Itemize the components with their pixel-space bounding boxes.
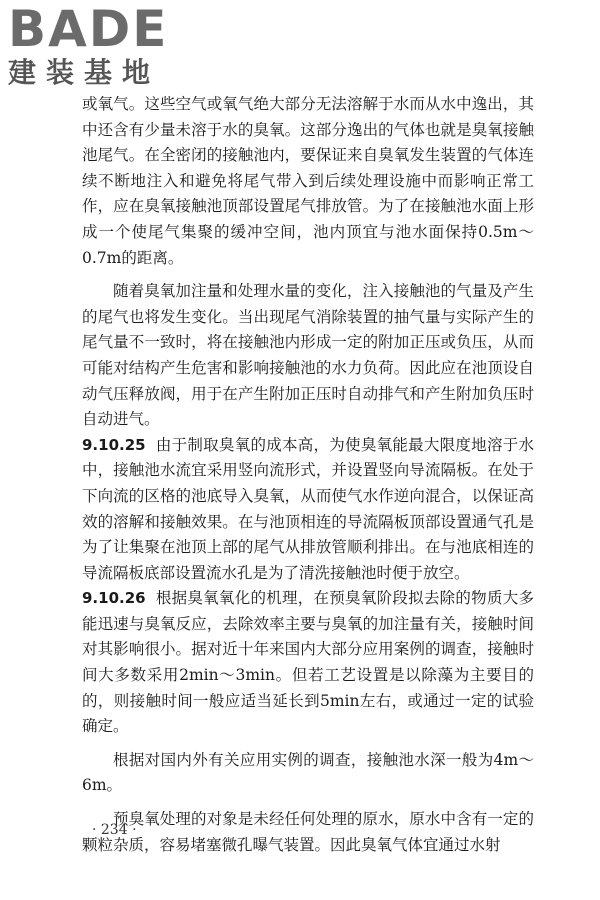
paragraph-pressure-valve: 随着臭氧加注量和处理水量的变化，注入接触池的气量及产生的尾气也将发生变化。当出现尾气消除装置的抽气量与实际产生的尾气量不一致时，将在接触池内形成一定的附加正压或负压，从而可能对结构产生危害和影响接触池的水力负荷。因此应在池顶设自动气压释放阀，用于在产生附加正压时自动排气和产生附加负压时自动进气。 — [82, 282, 534, 429]
clause-9-10-26 — [82, 586, 534, 740]
clause-number: 9.10.26 — [82, 589, 146, 608]
clause-9-10-25 — [82, 433, 534, 587]
paragraph-continued: 或氧气。这些空气或氧气绝大部分无法溶解于水而从水中逸出，其中还含有少量未溶于水的臭氧。这部分逸出的气体也就是臭氧接触池尾气。在全密闭的接触池内，要保证来自臭氧发生装置的气体连续不断地注入和避免将尾气带入到后续处理设施中而影响正常工作，应在臭氧接触池顶部设置尾气排放管。为了在接触池水面上形成一个使尾气集聚的缓冲空间，池内顶宜与池水面保持0.5m～0.7m的距离。 — [82, 95, 534, 267]
paragraph-water-depth: 根据对国内外有关应用实例的调查，接触池水深一般为4m～6m。 — [82, 750, 534, 795]
document-body — [82, 92, 534, 858]
clause-text: 根据臭氧氧化的机理，在预臭氧阶段拟去除的物质大多能迅速与臭氧反应，去除效率主要与臭氧的加注量有关，接触时间对其影响很小。据对近十年来国内大部分应用案例的调查，接触时间大多数采用2min～3min。但若工艺设置是以除藻为主要目的的，则接触时间一般应适当延长到5min左右，或通过一定的试验确定。 — [82, 589, 534, 736]
paragraph-pre-ozone: 预臭氧处理的对象是未经任何处理的原水，原水中含有一定的颗粒杂质，容易堵塞微孔曝气装置。因此臭氧气体宜通过水射 — [82, 810, 534, 854]
bade-logo — [8, 0, 188, 92]
clause-number: 9.10.25 — [82, 435, 146, 454]
logo-subtitle: 建装基地 — [8, 56, 161, 89]
clause-text: 由于制取臭氧的成本高，为使臭氧能最大限度地溶于水中，接触池水流宜采用竖向流形式，并设置竖向导流隔板。在处于下向流的区格的池底导入臭氧，从而使气水作逆向混合，以保证高效的溶解和接触效果。在与池顶相连的导流隔板顶部设置通气孔是为了让集聚在池顶上部的尾气从排放管顺利排出。在与池底相连的导流隔板底部设置流水孔是为了清洗接触池时便于放空。 — [82, 435, 534, 582]
page-number: · 234 · — [92, 822, 137, 838]
logo-wordmark: BADE — [8, 0, 169, 58]
